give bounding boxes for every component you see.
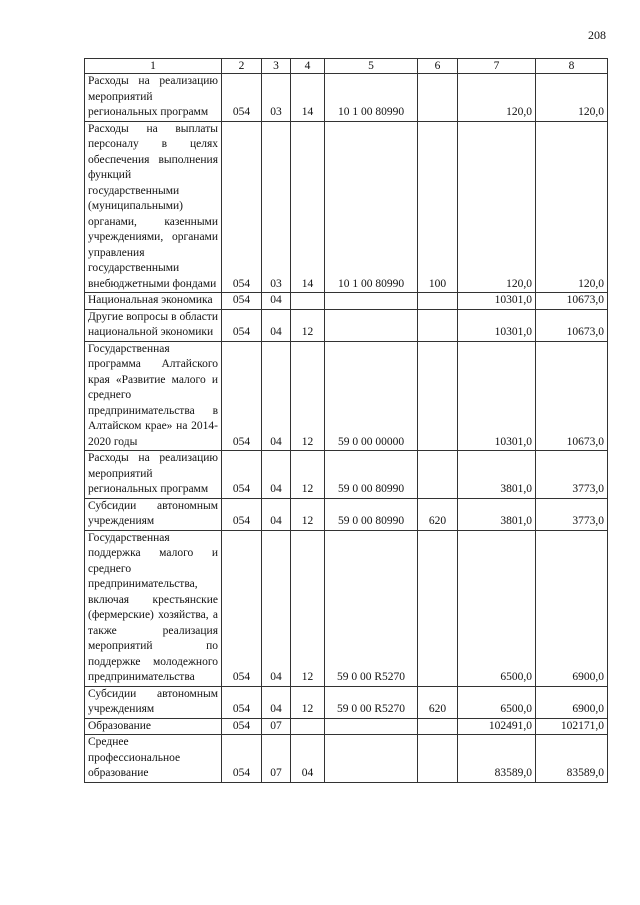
- row-name-cell: Расходы на реализацию мероприятий региональных программ: [85, 74, 222, 122]
- row-value-cell: 10301,0: [458, 341, 536, 451]
- row-value-cell: 054: [222, 451, 262, 499]
- row-value-cell: [418, 341, 458, 451]
- row-value-cell: 102491,0: [458, 718, 536, 735]
- table-row: [85, 309, 608, 341]
- row-value-cell: [291, 718, 325, 735]
- row-value-cell: 12: [291, 451, 325, 499]
- row-value-cell: 07: [262, 735, 291, 783]
- header-cell: 2: [222, 59, 262, 74]
- row-value-cell: [418, 718, 458, 735]
- row-value-cell: 14: [291, 121, 325, 293]
- row-name-cell: Расходы на выплаты персоналу в целях обеспечения выполнения функций государственными (муниципальными) органами, казенными учреждениями, органами управления государственными внебюджетными фондами: [85, 121, 222, 293]
- row-value-cell: 59 0 00 80990: [325, 498, 418, 530]
- row-value-cell: 120,0: [536, 121, 608, 293]
- row-name-cell: Образование: [85, 718, 222, 735]
- row-value-cell: 054: [222, 718, 262, 735]
- table-header-row: [85, 59, 608, 74]
- row-value-cell: 054: [222, 74, 262, 122]
- row-value-cell: 3773,0: [536, 498, 608, 530]
- row-name-cell: Среднее профессиональное образование: [85, 735, 222, 783]
- row-value-cell: 14: [291, 74, 325, 122]
- row-value-cell: 03: [262, 121, 291, 293]
- header-cell: 1: [85, 59, 222, 74]
- table-row: [85, 293, 608, 310]
- table-row: [85, 530, 608, 686]
- table-row: [85, 735, 608, 783]
- row-value-cell: 10673,0: [536, 341, 608, 451]
- row-value-cell: 054: [222, 530, 262, 686]
- row-value-cell: 59 0 00 R5270: [325, 530, 418, 686]
- header-cell: 7: [458, 59, 536, 74]
- row-value-cell: 04: [262, 686, 291, 718]
- row-value-cell: 10 1 00 80990: [325, 74, 418, 122]
- row-value-cell: 102171,0: [536, 718, 608, 735]
- header-cell: 8: [536, 59, 608, 74]
- row-value-cell: 120,0: [458, 74, 536, 122]
- row-name-cell: Расходы на реализацию мероприятий региональных программ: [85, 451, 222, 499]
- row-value-cell: 10 1 00 80990: [325, 121, 418, 293]
- row-value-cell: [418, 530, 458, 686]
- row-value-cell: 59 0 00 80990: [325, 451, 418, 499]
- row-value-cell: 12: [291, 530, 325, 686]
- row-value-cell: 054: [222, 121, 262, 293]
- row-value-cell: 6500,0: [458, 530, 536, 686]
- row-value-cell: 10673,0: [536, 309, 608, 341]
- header-cell: 3: [262, 59, 291, 74]
- row-value-cell: 3801,0: [458, 451, 536, 499]
- row-name-cell: Национальная экономика: [85, 293, 222, 310]
- table-row: [85, 718, 608, 735]
- row-value-cell: 054: [222, 309, 262, 341]
- row-value-cell: 6500,0: [458, 686, 536, 718]
- row-value-cell: [325, 293, 418, 310]
- row-value-cell: 3801,0: [458, 498, 536, 530]
- header-cell: 4: [291, 59, 325, 74]
- row-name-cell: Субсидии автономным учреждениям: [85, 498, 222, 530]
- row-value-cell: 10301,0: [458, 293, 536, 310]
- row-value-cell: 04: [291, 735, 325, 783]
- row-value-cell: 620: [418, 686, 458, 718]
- row-value-cell: 04: [262, 451, 291, 499]
- row-value-cell: [418, 451, 458, 499]
- row-value-cell: 3773,0: [536, 451, 608, 499]
- row-value-cell: 04: [262, 341, 291, 451]
- row-value-cell: 10301,0: [458, 309, 536, 341]
- row-value-cell: 83589,0: [458, 735, 536, 783]
- row-value-cell: 054: [222, 735, 262, 783]
- row-value-cell: [325, 718, 418, 735]
- row-value-cell: 04: [262, 293, 291, 310]
- row-value-cell: [291, 293, 325, 310]
- row-value-cell: [325, 735, 418, 783]
- row-value-cell: 04: [262, 530, 291, 686]
- row-name-cell: Государственная программа Алтайского края «Развитие малого и среднего предпринимательства в Алтайском крае» на 2014-2020 годы: [85, 341, 222, 451]
- table-row: [85, 451, 608, 499]
- row-value-cell: 04: [262, 498, 291, 530]
- row-value-cell: 12: [291, 686, 325, 718]
- table-row: [85, 74, 608, 122]
- table-row: [85, 498, 608, 530]
- table-row: [85, 686, 608, 718]
- row-value-cell: 100: [418, 121, 458, 293]
- table-row: [85, 121, 608, 293]
- row-value-cell: 03: [262, 74, 291, 122]
- row-value-cell: 07: [262, 718, 291, 735]
- row-value-cell: 054: [222, 686, 262, 718]
- row-value-cell: 12: [291, 341, 325, 451]
- header-cell: 5: [325, 59, 418, 74]
- row-value-cell: 6900,0: [536, 530, 608, 686]
- row-value-cell: 10673,0: [536, 293, 608, 310]
- row-value-cell: [418, 735, 458, 783]
- row-value-cell: 120,0: [458, 121, 536, 293]
- row-value-cell: 12: [291, 498, 325, 530]
- row-name-cell: Субсидии автономным учреждениям: [85, 686, 222, 718]
- row-value-cell: 120,0: [536, 74, 608, 122]
- row-name-cell: Государственная поддержка малого и среднего предпринимательства, включая крестьянские (фермерские) хозяйства, а также реализация мероприятий по поддержке молодежного предпринимательства: [85, 530, 222, 686]
- row-value-cell: 6900,0: [536, 686, 608, 718]
- page-number: 208: [588, 28, 606, 42]
- table-row: [85, 341, 608, 451]
- row-value-cell: 12: [291, 309, 325, 341]
- row-name-cell: Другие вопросы в области национальной экономики: [85, 309, 222, 341]
- row-value-cell: [418, 74, 458, 122]
- row-value-cell: [418, 309, 458, 341]
- row-value-cell: 83589,0: [536, 735, 608, 783]
- row-value-cell: 59 0 00 R5270: [325, 686, 418, 718]
- row-value-cell: 04: [262, 309, 291, 341]
- row-value-cell: 054: [222, 341, 262, 451]
- row-value-cell: [418, 293, 458, 310]
- header-cell: 6: [418, 59, 458, 74]
- row-value-cell: 59 0 00 00000: [325, 341, 418, 451]
- row-value-cell: [325, 309, 418, 341]
- row-value-cell: 620: [418, 498, 458, 530]
- budget-table: [84, 58, 608, 783]
- row-value-cell: 054: [222, 498, 262, 530]
- row-value-cell: 054: [222, 293, 262, 310]
